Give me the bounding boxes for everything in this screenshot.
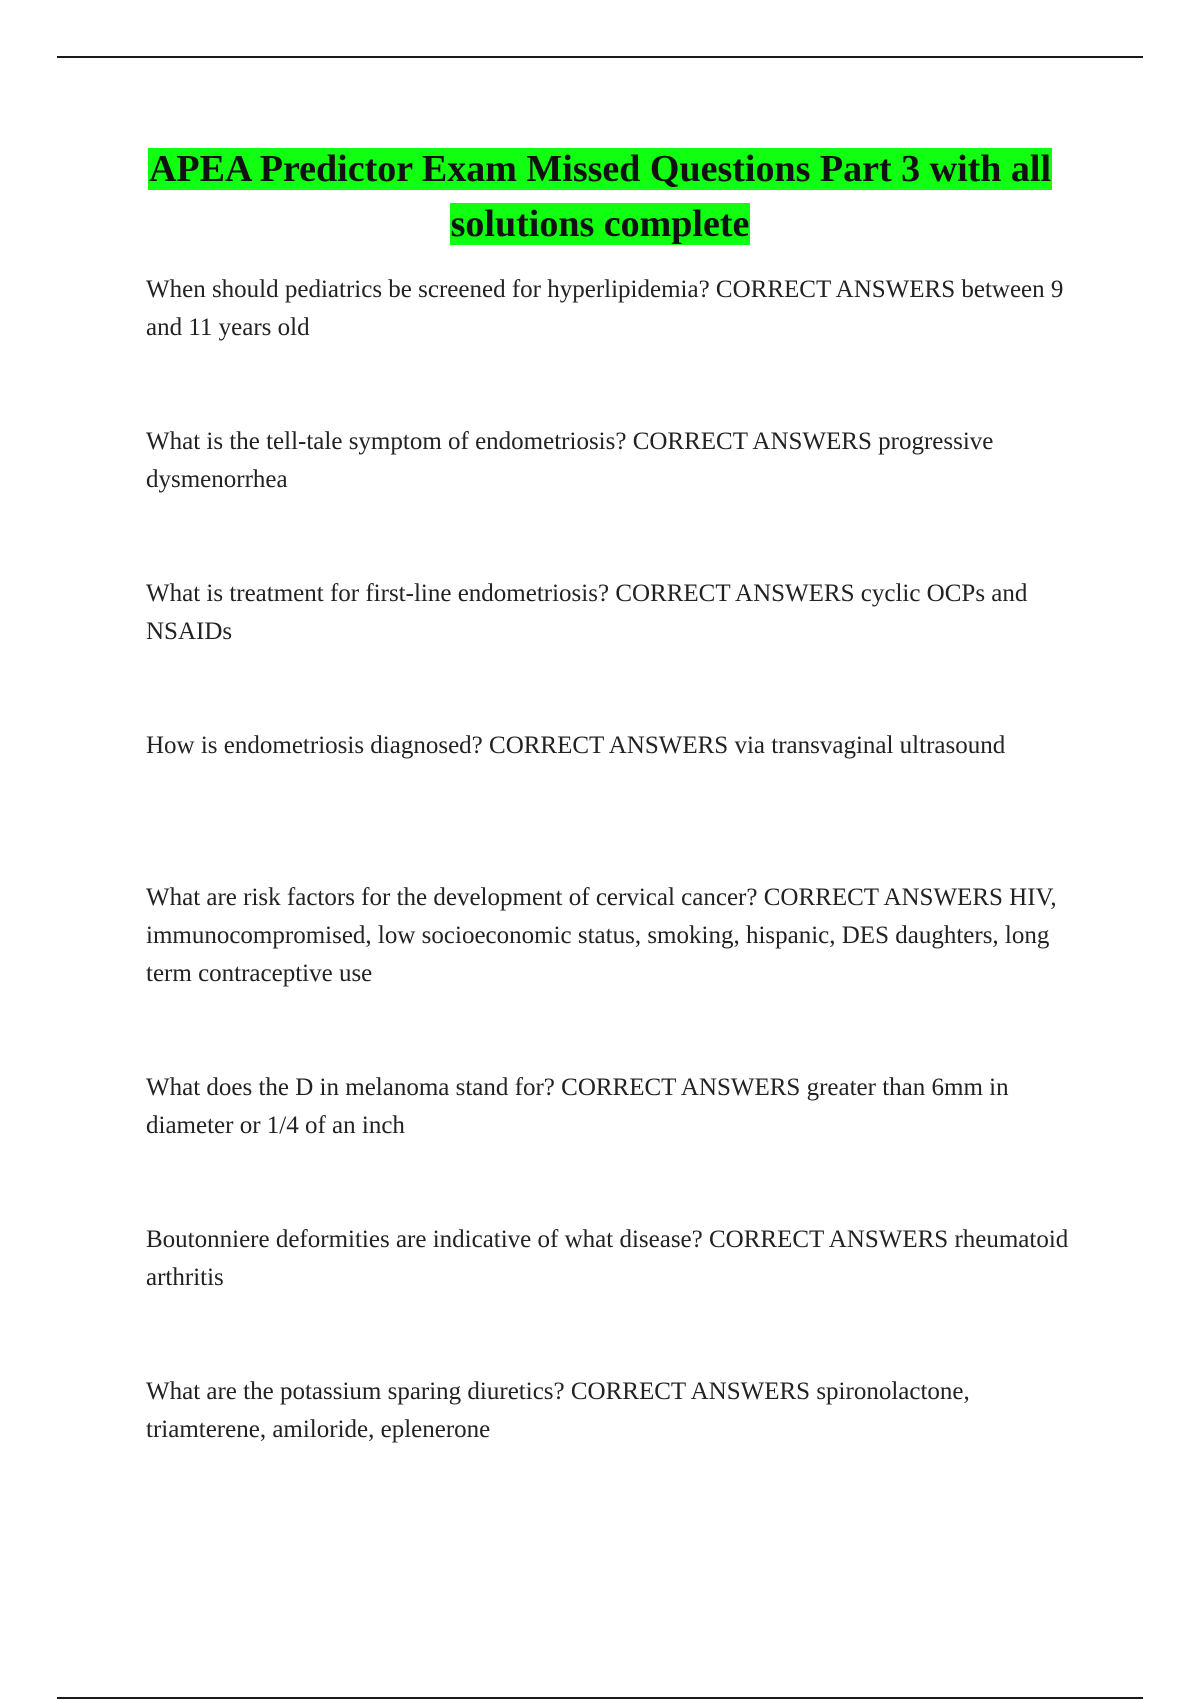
page-title xyxy=(100,142,1100,252)
answer-text: HIV, immunocompromised, low socioeconomic status, smoking, hispanic, DES daughters, long term contraceptive use xyxy=(146,884,1057,987)
qa-item-6 xyxy=(146,1069,1086,1145)
question-text: What does the D in melanoma stand for? xyxy=(146,1074,555,1101)
question-text: What is the tell-tale symptom of endometriosis? xyxy=(146,428,627,455)
qa-item-7 xyxy=(146,1221,1086,1297)
qa-item-3 xyxy=(146,575,1086,651)
answer-text: cyclic OCPs and NSAIDs xyxy=(146,580,1028,645)
answer-marker: CORRECT ANSWERS xyxy=(715,276,956,303)
answer-marker: CORRECT ANSWERS xyxy=(561,1074,801,1101)
answer-text: between 9 and 11 years old xyxy=(146,276,1064,341)
qa-item-8 xyxy=(146,1373,1086,1449)
qa-item-5 xyxy=(146,879,1086,993)
answer-marker: CORRECT ANSWERS xyxy=(570,1378,811,1405)
page-title-text: APEA Predictor Exam Missed Questions Part 3 with all solutions complete xyxy=(148,148,1052,245)
answer-marker: CORRECT ANSWERS xyxy=(632,428,872,455)
answer-text: via transvaginal ultrasound xyxy=(734,732,1006,759)
answer-text: rheumatoid arthritis xyxy=(146,1226,1069,1291)
question-text: How is endometriosis diagnosed? xyxy=(146,732,483,759)
answer-marker: CORRECT ANSWERS xyxy=(763,884,1003,911)
question-text: Boutonniere deformities are indicative of what disease? xyxy=(146,1226,703,1253)
answer-text: greater than 6mm in diameter or 1/4 of an inch xyxy=(146,1074,1009,1139)
question-text: What are the potassium sparing diuretics? xyxy=(146,1378,565,1405)
answer-marker: CORRECT ANSWERS xyxy=(709,1226,949,1253)
qa-item-4 xyxy=(146,727,1086,765)
question-text: When should pediatrics be screened for hyperlipidemia? xyxy=(146,276,710,303)
question-text: What are risk factors for the development of cervical cancer? xyxy=(146,884,758,911)
answer-text: progressive dysmenorrhea xyxy=(146,428,994,493)
question-text: What is treatment for first-line endometriosis? xyxy=(146,580,610,607)
answer-text: spironolactone, triamterene, amiloride, eplenerone xyxy=(146,1378,970,1443)
answer-marker: CORRECT ANSWERS xyxy=(615,580,855,607)
header-rule xyxy=(57,56,1143,58)
footer-rule xyxy=(57,1697,1143,1699)
answer-marker: CORRECT ANSWERS xyxy=(489,732,729,759)
qa-item-1 xyxy=(146,271,1086,347)
qa-item-2 xyxy=(146,423,1086,499)
